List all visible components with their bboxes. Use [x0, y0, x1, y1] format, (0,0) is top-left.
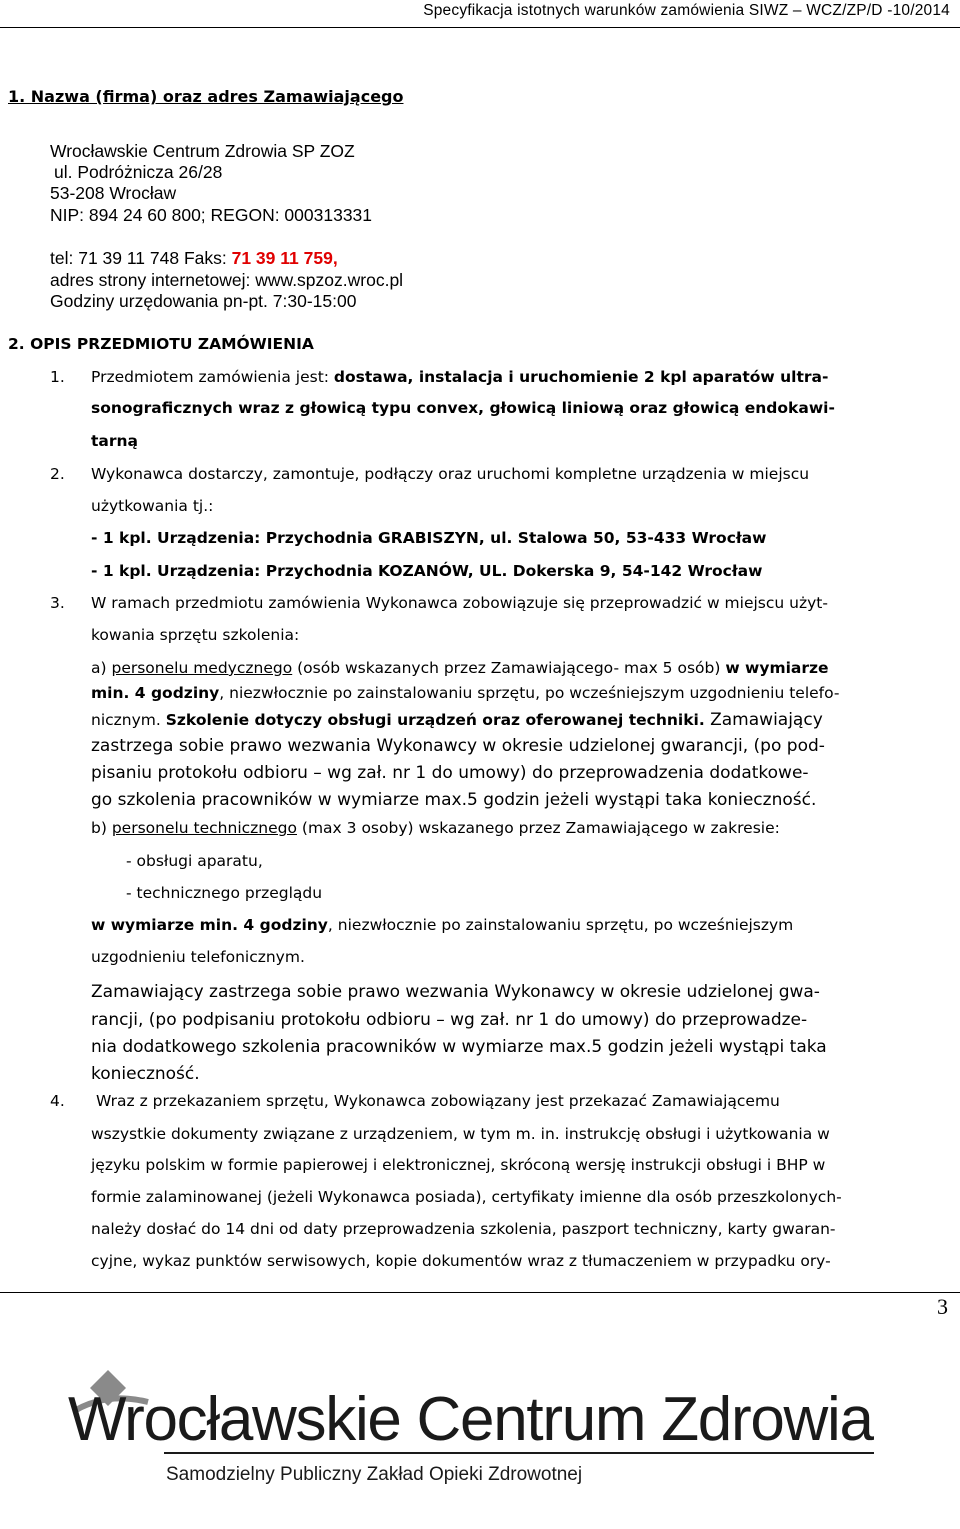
tel-label: tel: 71 39 11 748 Faks:: [50, 248, 232, 268]
training-b-item-1: - obsługi aparatu,: [126, 852, 263, 870]
item-4-line-1: Wraz z przekazaniem sprzętu, Wykonawca zobowiązany jest przekazać Zamawiającemu: [96, 1092, 780, 1110]
training-a-line-2: [91, 684, 840, 702]
training-b-line-1: [91, 819, 780, 837]
training-a-prefix: a): [91, 659, 112, 677]
training-b-line-4: Zamawiający zastrzega sobie prawo wezwania Wykonawcy w okresie udzielonej gwa-: [91, 982, 820, 1002]
training-a-duration-a: w wymiarze: [725, 659, 829, 677]
org-city: 53-208 Wrocław: [50, 183, 177, 203]
item-2-line-2: użytkowania tj.:: [91, 497, 214, 515]
training-b-line-7: konieczność.: [91, 1064, 200, 1084]
item-4-line-4: formie zalaminowanej (jeżeli Wykonawca posiada), certyfikaty imienne dla osób przeszkolonych-: [91, 1188, 842, 1206]
org-website: adres strony internetowej: www.spzoz.wroc.pl: [50, 270, 404, 290]
item-3-number: 3.: [50, 594, 65, 612]
item-3-line-2: kowania sprzętu szkolenia:: [91, 626, 300, 644]
logo-subtitle: Samodzielny Publiczny Zakład Opieki Zdrowotnej: [166, 1464, 583, 1485]
training-b-duration: w wymiarze min. 4 godziny: [91, 916, 328, 934]
item-1-line-3: [91, 432, 138, 450]
footer-rule: [0, 1292, 960, 1293]
item-4-line-3: języku polskim w formie papierowej i elektronicznej, skróconą wersję instrukcji obsługi i BHP w: [91, 1156, 826, 1174]
item-4-line-6: cyjne, wykaz punktów serwisowych, kopie dokumentów wraz z tłumaczeniem w przypadku ory-: [91, 1252, 831, 1270]
training-a-timing: , niezwłocznie po zainstalowaniu sprzętu, po wcześniejszym uzgodnieniu telefo-: [219, 684, 840, 702]
fax-number: 71 39 11 759,: [231, 248, 338, 268]
training-a-audience: personelu medycznego: [111, 659, 293, 677]
training-a-line-1: [91, 659, 829, 677]
training-a-line-5: pisaniu protokołu odbioru – wg zał. nr 1 do umowy) do przeprowadzenia dodatkowe-: [91, 763, 809, 783]
training-a-timing-end: nicznym.: [91, 711, 166, 729]
item-3-line-1: W ramach przedmiotu zamówienia Wykonawca zobowiązuje się przeprowadzić w miejscu użyt-: [91, 594, 828, 612]
item-1-lead: Przedmiotem zamówienia jest:: [91, 368, 334, 386]
item-1-line-2: [91, 399, 835, 417]
training-a-detail: (osób wskazanych przez Zamawiającego- max 5 osób): [292, 659, 726, 677]
training-a-line-4: zastrzega sobie prawo wezwania Wykonawcy w okresie udzielonej gwarancji, (po pod-: [91, 736, 825, 756]
section-1-heading: 1. Nazwa (firma) oraz adres Zamawiającego: [8, 87, 404, 106]
header-rule: [0, 27, 960, 28]
training-b-detail: (max 3 osoby) wskazanego przez Zamawiającego w zakresie:: [296, 819, 780, 837]
org-street: ul. Podróżnicza 26/28: [54, 162, 223, 182]
running-header: Specyfikacja istotnych warunków zamówienia SIWZ – WCZ/ZP/D -10/2014: [423, 2, 950, 19]
item-1-line-1: [91, 368, 828, 386]
logo-title: Wrocławskie Centrum Zdrowia: [68, 1385, 874, 1454]
training-b-audience: personelu technicznego: [111, 819, 297, 837]
training-b-line-5: rancji, (po podpisaniu protokołu odbioru – wg zał. nr 1 do umowy) do przeprowadze-: [91, 1010, 808, 1030]
item-1-subject-c: tarną: [91, 432, 139, 450]
item-4-line-5: należy dosłać do 14 dni od daty przeprowadzenia szkolenia, paszport techniczny, karty gwaran-: [91, 1220, 836, 1238]
training-a-scope: Szkolenie dotyczy obsługi urządzeń oraz oferowanej techniki.: [165, 711, 705, 729]
item-4-line-2: wszystkie dokumenty związane z urządzeniem, w tym m. in. instrukcję obsługi i użytkowania w: [91, 1125, 830, 1143]
training-a-line-6: go szkolenia pracowników w wymiarze max.5 godzin jeżeli wystąpi taka konieczność.: [91, 790, 817, 810]
training-b-line-2: [91, 916, 793, 934]
training-b-timing: , niezwłocznie po zainstalowaniu sprzętu, po wcześniejszym: [327, 916, 794, 934]
org-contact: [50, 248, 338, 269]
training-a-duration-b: min. 4 godziny: [91, 684, 220, 702]
location-1: - 1 kpl. Urządzenia: Przychodnia GRABISZYN, ul. Stalowa 50, 53-433 Wrocław: [91, 529, 767, 547]
item-2-number: 2.: [50, 465, 65, 483]
wcz-logo: [68, 1340, 908, 1500]
section-2-heading: 2. OPIS PRZEDMIOTU ZAMÓWIENIA: [8, 335, 314, 353]
training-b-item-2: - technicznego przeglądu: [126, 884, 323, 902]
item-1-subject-a: dostawa, instalacja i uruchomienie 2 kpl aparatów ultra-: [333, 368, 829, 386]
page-number: 3: [937, 1294, 948, 1319]
training-b-prefix: b): [91, 819, 112, 837]
org-hours: Godziny urzędowania pn-pt. 7:30-15:00: [50, 291, 357, 311]
training-a-reserve-start: Zamawiający: [704, 710, 823, 730]
item-2-line-1: Wykonawca dostarczy, zamontuje, podłączy oraz uruchomi kompletne urządzenia w miejscu: [91, 465, 810, 483]
training-a-line-3: [91, 710, 823, 730]
org-ids: NIP: 894 24 60 800; REGON: 000313331: [50, 205, 373, 225]
training-b-line-3: uzgodnieniu telefonicznym.: [91, 948, 305, 966]
item-4-number: 4.: [50, 1092, 65, 1110]
item-1-subject-b: sonograficznych wraz z głowicą typu convex, głowicą liniową oraz głowicą endokawi-: [91, 399, 835, 417]
training-b-line-6: nia dodatkowego szkolenia pracowników w wymiarze max.5 godzin jeżeli wystąpi taka: [91, 1037, 827, 1057]
org-name: Wrocławskie Centrum Zdrowia SP ZOZ: [50, 141, 355, 161]
location-2: - 1 kpl. Urządzenia: Przychodnia KOZANÓW, UL. Dokerska 9, 54-142 Wrocław: [91, 562, 763, 580]
item-1-number: 1.: [50, 368, 65, 386]
